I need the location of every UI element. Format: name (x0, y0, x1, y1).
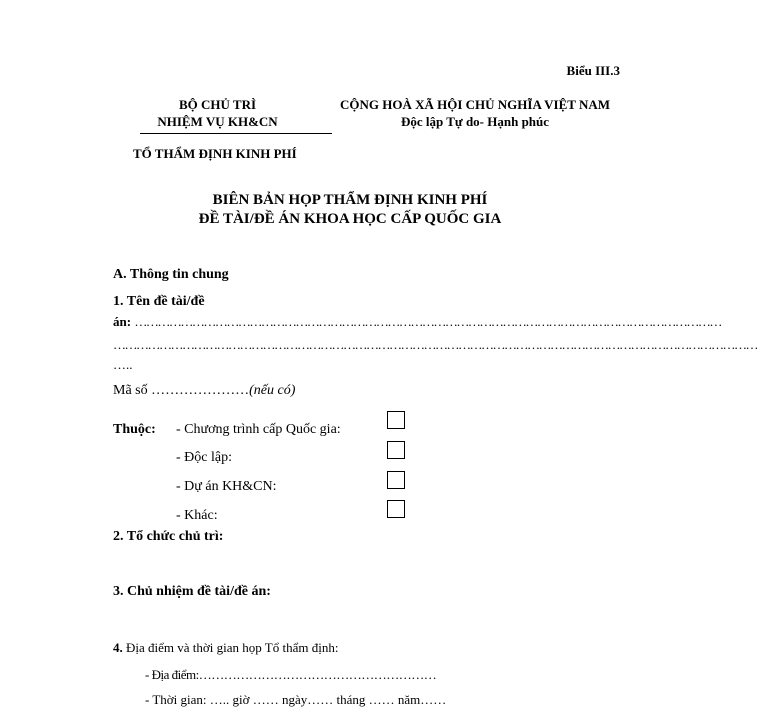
meeting-place-field[interactable]: - Địa điểm:………………………………………………… (145, 667, 437, 682)
option-label-independent: - Độc lập: (176, 450, 232, 465)
host-organization-label: 2. Tổ chức chủ trì: (113, 529, 224, 544)
project-name-label-line1: 1. Tên đề tài/đề (113, 294, 205, 309)
project-code-field[interactable]: Mã số ………………… (113, 383, 250, 398)
project-name-dots-1[interactable]: ……………………………………………………………………………………………………………………………………… (134, 314, 721, 329)
section-a-heading: A. Thông tin chung (113, 267, 229, 282)
project-code-note: (nếu có) (249, 383, 296, 398)
org-name-line2: NHIỆM VỤ KH&CN (157, 114, 278, 129)
header-divider-left (140, 133, 332, 134)
project-code-row (113, 383, 295, 399)
checkbox-sci-tech-project[interactable] (387, 471, 405, 489)
form-code: Biểu III.3 (566, 63, 620, 78)
project-name-line1 (113, 314, 721, 330)
document-title-line2: ĐỀ TÀI/ĐỀ ÁN KHOA HỌC CẤP QUỐC GIA (198, 211, 502, 227)
project-leader-label: 3. Chủ nhiệm đề tài/đề án: (113, 584, 271, 599)
document-title-line1: BIÊN BẢN HỌP THẨM ĐỊNH KINH PHÍ (212, 192, 488, 208)
org-name-line1: BỘ CHỦ TRÌ (178, 97, 257, 112)
project-name-dots-2[interactable]: …………………………………………………………………………………………………………………………………………………… (113, 337, 757, 352)
meeting-place-time-label (113, 640, 338, 656)
item4-text: Địa điểm và thời gian họp Tổ thẩm định: (122, 640, 339, 655)
belongs-label: Thuộc: (113, 422, 156, 437)
option-label-sci-tech-project: - Dự án KH&CN: (176, 479, 277, 494)
checkbox-independent[interactable] (387, 441, 405, 459)
option-label-other: - Khác: (176, 508, 218, 523)
checkbox-national-program[interactable] (387, 411, 405, 429)
nation-name: CỘNG HOÀ XÃ HỘI CHỦ NGHĨA VIỆT NAM (339, 97, 611, 112)
project-name-dots-3[interactable]: ….. (113, 357, 133, 372)
nation-motto: Độc lập Tự do- Hạnh phúc (400, 114, 550, 129)
meeting-time-field[interactable]: - Thời gian: ….. giờ …… ngày…… tháng …… năm…… (145, 692, 447, 707)
checkbox-other[interactable] (387, 500, 405, 518)
item4-number: 4. (113, 640, 123, 655)
option-label-national-program: - Chương trình cấp Quốc gia: (176, 422, 341, 437)
project-name-label-line2: án: (113, 314, 132, 329)
review-board-name: TỔ THẨM ĐỊNH KINH PHÍ (133, 146, 297, 161)
